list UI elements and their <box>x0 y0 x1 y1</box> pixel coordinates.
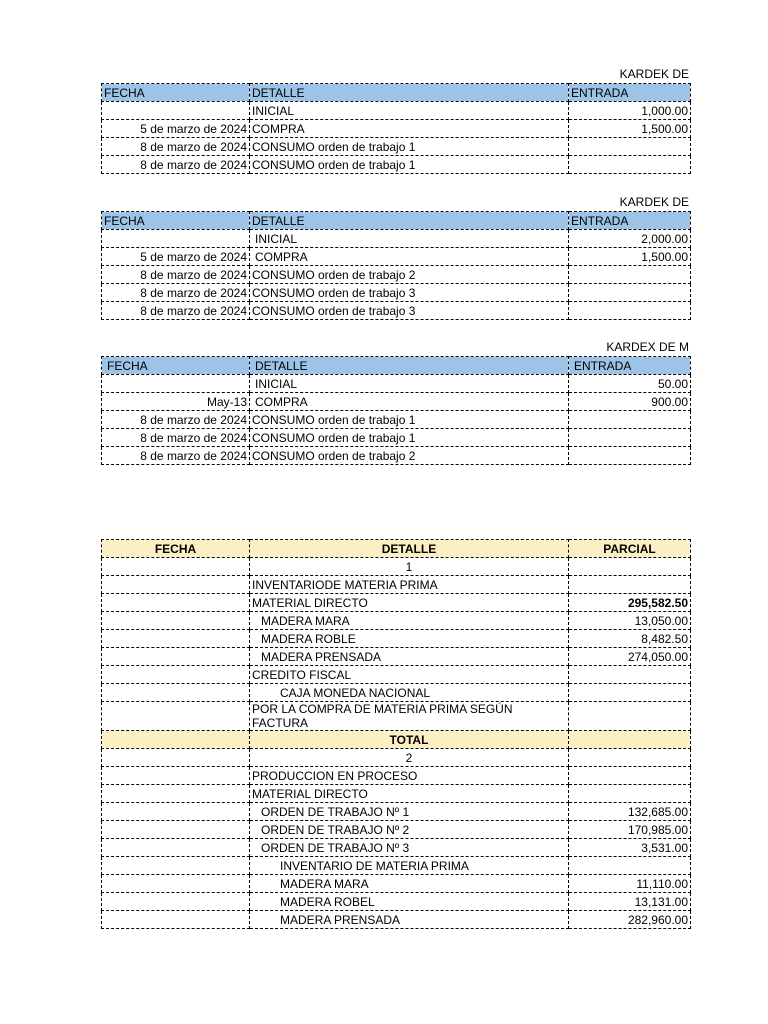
cell-fecha: 8 de marzo de 2024 <box>102 411 250 429</box>
cell-detalle: CONSUMO orden de trabajo 2 <box>250 447 569 465</box>
table-row <box>102 156 691 174</box>
cell-entrada: 900.00 <box>569 393 691 411</box>
cell-fecha <box>102 612 250 630</box>
cell-detalle: CONSUMO orden de trabajo 3 <box>250 302 569 320</box>
table-row <box>102 857 691 875</box>
table-row <box>102 594 691 612</box>
table-row <box>102 393 691 411</box>
cell-detalle: CONSUMO orden de trabajo 1 <box>250 411 569 429</box>
cell-entrada <box>569 266 691 284</box>
kardex-2-title: KARDEK DE <box>619 195 689 209</box>
cell-parcial <box>569 576 691 594</box>
cell-fecha <box>102 684 250 702</box>
cell-parcial: 170,985.00 <box>569 821 691 839</box>
table-row <box>102 138 691 156</box>
header-detalle: DETALLE <box>250 212 569 230</box>
table-row <box>102 803 691 821</box>
cell-parcial: 13,050.00 <box>569 612 691 630</box>
cell-fecha: May-13 <box>102 393 250 411</box>
table-row <box>102 893 691 911</box>
table-row <box>102 648 691 666</box>
table-row <box>102 612 691 630</box>
table-row <box>102 630 691 648</box>
cell-fecha <box>102 875 250 893</box>
table-row <box>102 411 691 429</box>
header-entrada: ENTRADA <box>569 357 691 375</box>
cell-fecha <box>102 767 250 785</box>
cell-parcial: 13,131.00 <box>569 893 691 911</box>
cell-parcial <box>569 731 691 749</box>
cell-fecha <box>102 576 250 594</box>
cell-entrada: 2,000.00 <box>569 230 691 248</box>
cell-detalle: CAJA MONEDA NACIONAL <box>250 684 569 702</box>
cell-fecha <box>102 102 250 120</box>
cell-fecha <box>102 558 250 576</box>
cell-parcial: 132,685.00 <box>569 803 691 821</box>
cell-parcial <box>569 684 691 702</box>
table-row <box>102 375 691 393</box>
cell-detalle: COMPRA <box>250 120 569 138</box>
cell-parcial: 295,582.50 <box>569 594 691 612</box>
table-row <box>102 785 691 803</box>
cell-detalle: CONSUMO orden de trabajo 1 <box>250 138 569 156</box>
cell-detalle: ORDEN DE TRABAJO Nº 3 <box>250 839 569 857</box>
table-row <box>102 102 691 120</box>
cell-parcial <box>569 702 691 731</box>
table-row <box>102 248 691 266</box>
table-header-row <box>102 357 691 375</box>
cell-detalle: MADERA PRENSADA <box>250 911 569 929</box>
cell-fecha <box>102 375 250 393</box>
total-row <box>102 731 691 749</box>
cell-parcial <box>569 558 691 576</box>
table-row <box>102 767 691 785</box>
cell-fecha <box>102 666 250 684</box>
cell-fecha: 5 de marzo de 2024 <box>102 120 250 138</box>
cell-detalle: INICIAL <box>250 102 569 120</box>
kardex-2-table <box>101 211 691 320</box>
header-detalle: DETALLE <box>250 357 569 375</box>
table-row <box>102 230 691 248</box>
table-row <box>102 821 691 839</box>
table-row <box>102 684 691 702</box>
table-row <box>102 120 691 138</box>
cell-fecha: 8 de marzo de 2024 <box>102 284 250 302</box>
cell-parcial: 282,960.00 <box>569 911 691 929</box>
cell-fecha <box>102 803 250 821</box>
cell-detalle: MADERA PRENSADA <box>250 648 569 666</box>
table-row <box>102 558 691 576</box>
cell-fecha <box>102 648 250 666</box>
cell-parcial: 274,050.00 <box>569 648 691 666</box>
table-header-row <box>102 540 691 558</box>
table-row <box>102 749 691 767</box>
cell-detalle: MADERA ROBEL <box>250 893 569 911</box>
cell-detalle: COMPRA <box>250 393 569 411</box>
header-fecha: FECHA <box>102 540 250 558</box>
cell-detalle: ORDEN DE TRABAJO Nº 2 <box>250 821 569 839</box>
cell-fecha <box>102 594 250 612</box>
cell-detalle: INICIAL <box>250 230 569 248</box>
table-row <box>102 666 691 684</box>
cell-entrada <box>569 429 691 447</box>
cell-detalle: PRODUCCION EN PROCESO <box>250 767 569 785</box>
cell-entrada: 1,500.00 <box>569 248 691 266</box>
cell-parcial: 3,531.00 <box>569 839 691 857</box>
cell-fecha <box>102 702 250 731</box>
cell-fecha <box>102 630 250 648</box>
cell-entrada <box>569 156 691 174</box>
cell-entrada: 50.00 <box>569 375 691 393</box>
header-entrada: ENTRADA <box>569 84 691 102</box>
cell-fecha <box>102 785 250 803</box>
cell-parcial <box>569 785 691 803</box>
cell-fecha <box>102 749 250 767</box>
table-row <box>102 284 691 302</box>
cell-fecha: 8 de marzo de 2024 <box>102 429 250 447</box>
cell-detalle: CREDITO FISCAL <box>250 666 569 684</box>
table-row <box>102 576 691 594</box>
cell-detalle: CONSUMO orden de trabajo 2 <box>250 266 569 284</box>
cell-detalle: MADERA MARA <box>250 612 569 630</box>
cell-fecha <box>102 911 250 929</box>
cell-parcial: 8,482.50 <box>569 630 691 648</box>
cell-detalle: MATERIAL DIRECTO <box>250 785 569 803</box>
cell-entrada <box>569 447 691 465</box>
kardex-3-title: KARDEX DE M <box>606 340 689 354</box>
cell-parcial <box>569 666 691 684</box>
cell-fecha <box>102 857 250 875</box>
journal-table <box>101 539 691 929</box>
cell-parcial: 11,110.00 <box>569 875 691 893</box>
cell-entrada <box>569 284 691 302</box>
cell-fecha: 8 de marzo de 2024 <box>102 156 250 174</box>
cell-detalle: MADERA ROBLE <box>250 630 569 648</box>
table-header-row <box>102 84 691 102</box>
header-detalle: DETALLE <box>250 84 569 102</box>
cell-fecha: 5 de marzo de 2024 <box>102 248 250 266</box>
cell-fecha: 8 de marzo de 2024 <box>102 138 250 156</box>
header-fecha: FECHA <box>102 357 250 375</box>
cell-entrada <box>569 411 691 429</box>
cell-detalle: MATERIAL DIRECTO <box>250 594 569 612</box>
cell-entrada: 1,500.00 <box>569 120 691 138</box>
cell-detalle: INVENTARIO DE MATERIA PRIMA <box>250 857 569 875</box>
header-fecha: FECHA <box>102 212 250 230</box>
table-header-row <box>102 212 691 230</box>
cell-detalle: CONSUMO orden de trabajo 3 <box>250 284 569 302</box>
cell-fecha: 8 de marzo de 2024 <box>102 447 250 465</box>
cell-entrada <box>569 302 691 320</box>
cell-parcial <box>569 767 691 785</box>
cell-detalle: INVENTARIODE MATERIA PRIMA <box>250 576 569 594</box>
kardex-1-title: KARDEK DE <box>619 67 689 81</box>
cell-detalle: ORDEN DE TRABAJO Nº 1 <box>250 803 569 821</box>
total-label: TOTAL <box>250 731 569 749</box>
cell-fecha <box>102 230 250 248</box>
header-detalle: DETALLE <box>250 540 569 558</box>
header-parcial: PARCIAL <box>569 540 691 558</box>
cell-fecha <box>102 893 250 911</box>
table-row <box>102 911 691 929</box>
table-row <box>102 839 691 857</box>
cell-parcial <box>569 749 691 767</box>
table-row <box>102 266 691 284</box>
kardex-3-table <box>101 356 691 465</box>
table-row <box>102 302 691 320</box>
entry-glosa: POR LA COMPRA DE MATERIA PRIMA SEGÚN FACTURA <box>250 702 569 731</box>
cell-detalle: CONSUMO orden de trabajo 1 <box>250 156 569 174</box>
cell-fecha <box>102 731 250 749</box>
cell-entrada <box>569 138 691 156</box>
cell-fecha <box>102 839 250 857</box>
cell-detalle: CONSUMO orden de trabajo 1 <box>250 429 569 447</box>
cell-entrada: 1,000.00 <box>569 102 691 120</box>
table-row <box>102 875 691 893</box>
table-row <box>102 429 691 447</box>
cell-parcial <box>569 857 691 875</box>
entry-number: 1 <box>250 558 569 576</box>
kardex-1-table <box>101 83 691 174</box>
cell-detalle: COMPRA <box>250 248 569 266</box>
cell-detalle: INICIAL <box>250 375 569 393</box>
cell-detalle: MADERA MARA <box>250 875 569 893</box>
header-fecha: FECHA <box>102 84 250 102</box>
cell-fecha: 8 de marzo de 2024 <box>102 302 250 320</box>
header-entrada: ENTRADA <box>569 212 691 230</box>
table-row <box>102 447 691 465</box>
entry-number: 2 <box>250 749 569 767</box>
cell-fecha: 8 de marzo de 2024 <box>102 266 250 284</box>
cell-fecha <box>102 821 250 839</box>
table-row <box>102 702 691 731</box>
